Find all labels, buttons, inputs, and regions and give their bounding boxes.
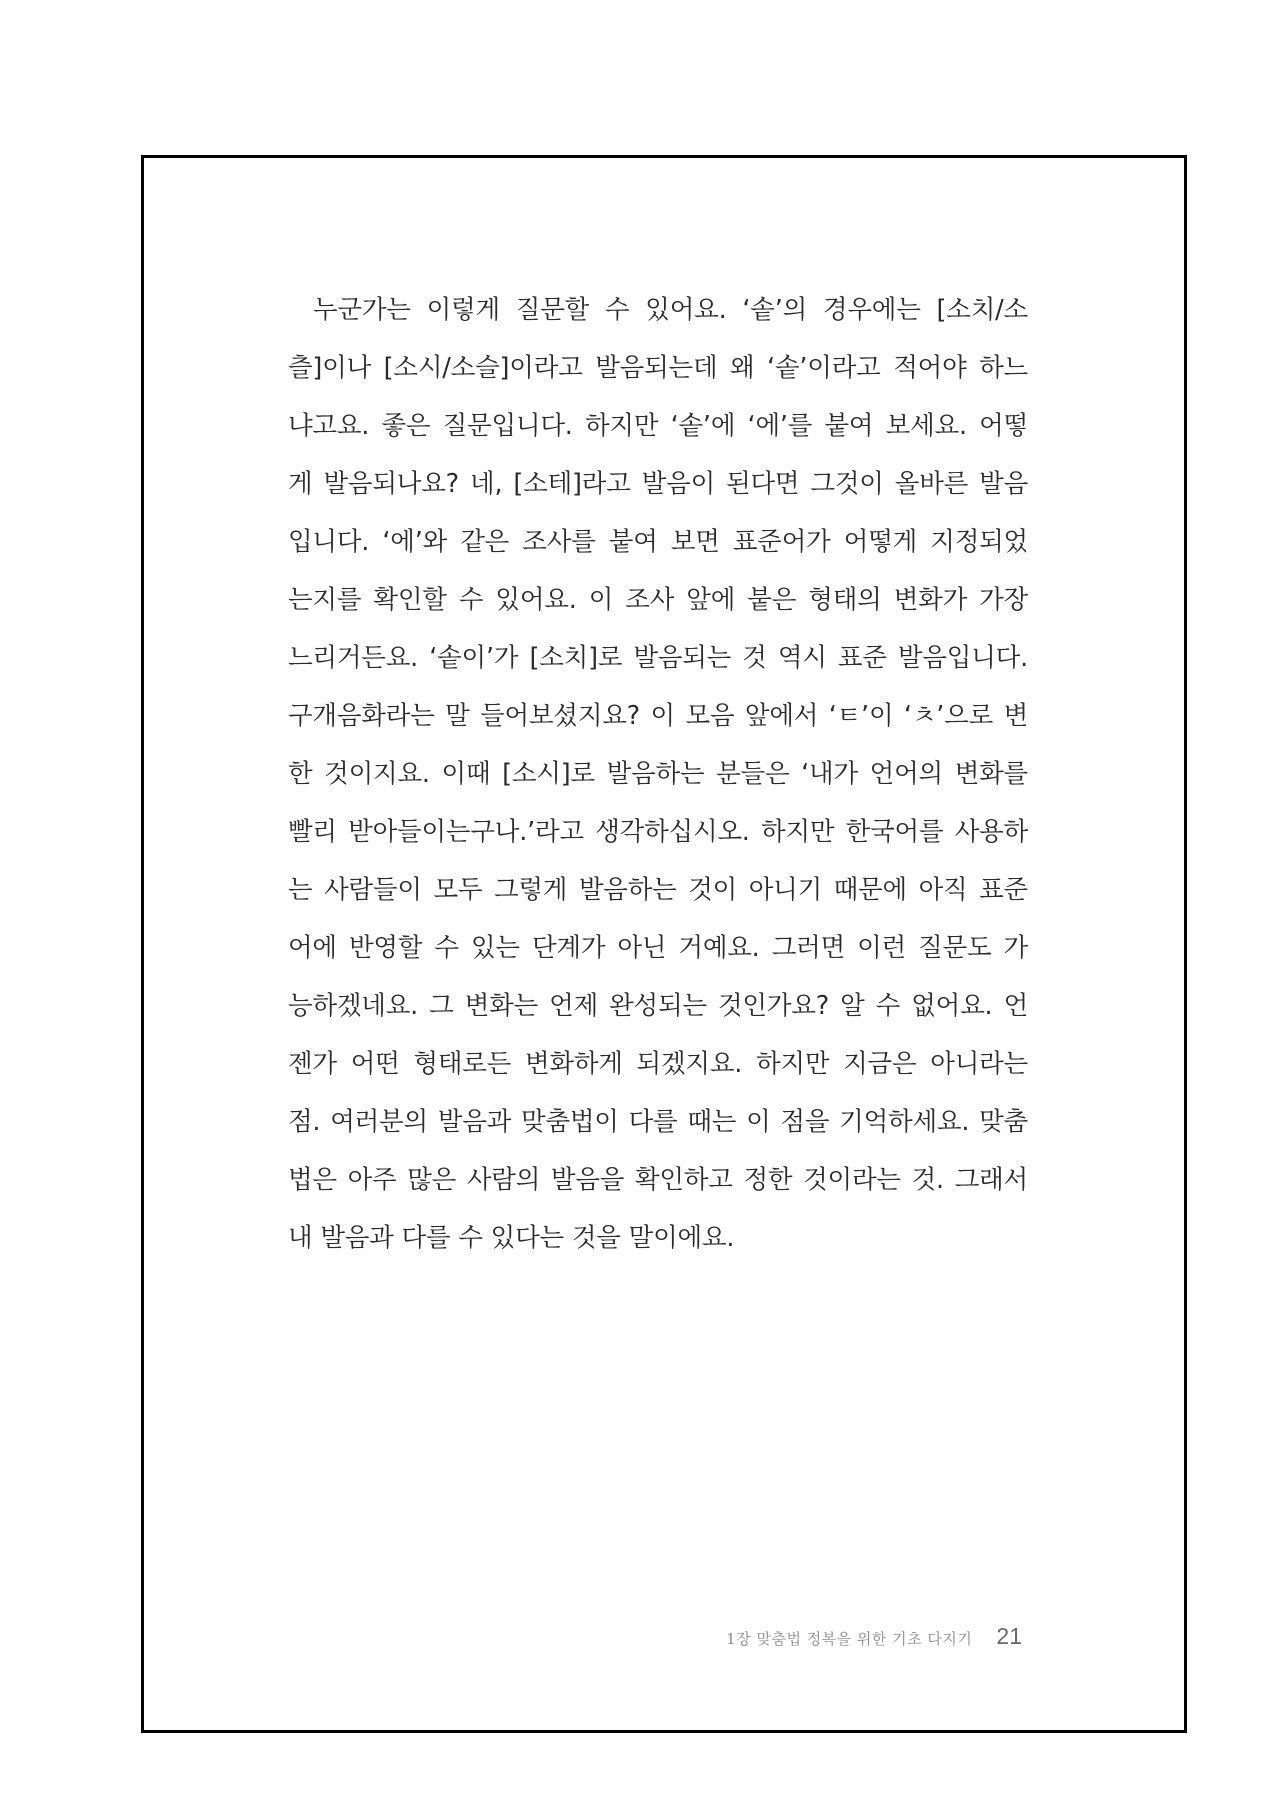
text-line: 누군가는 이렇게 질문할 수 있어요. ‘솥’의 경우에는 [소치/소	[313, 295, 1028, 325]
body-paragraph	[288, 290, 1028, 1276]
running-head: 1장 맞춤법 정복을 위한 기초 다지기	[726, 1630, 973, 1648]
text-line: 는지를 확인할 수 있어요. 이 조사 앞에 붙은 형태의 변화가 가장	[288, 585, 1028, 615]
text-line: 게 발음되나요? 네, [소테]라고 발음이 된다면 그것이 올바른 발음	[288, 469, 1028, 499]
text-line: 빨리 받아들이는구나.’라고 생각하십시오. 하지만 한국어를 사용하	[288, 817, 1028, 847]
text-line: 어에 반영할 수 있는 단계가 아닌 거예요. 그러면 이런 질문도 가	[288, 933, 1028, 963]
text-line: 츨]이나 [소시/소슬]이라고 발음되는데 왜 ‘솥’이라고 적어야 하느	[288, 353, 1028, 383]
page-number: 21	[996, 1623, 1022, 1649]
text-line: 한 것이지요. 이때 [소시]로 발음하는 분들은 ‘내가 언어의 변화를	[288, 759, 1028, 789]
text-line: 구개음화라는 말 들어보셨지요? 이 모음 앞에서 ‘ㅌ’이 ‘ㅊ’으로 변	[288, 701, 1028, 731]
text-line: 느리거든요. ‘솥이’가 [소치]로 발음되는 것 역시 표준 발음입니다.	[288, 643, 1028, 673]
page-footer	[726, 1623, 1022, 1650]
text-line: 젠가 어떤 형태로든 변화하게 되겠지요. 하지만 지금은 아니라는	[288, 1049, 1028, 1079]
text-line: 능하겠네요. 그 변화는 언제 완성되는 것인가요? 알 수 없어요. 언	[288, 991, 1028, 1021]
text-line: 점. 여러분의 발음과 맞춤법이 다를 때는 이 점을 기억하세요. 맞춤	[288, 1107, 1028, 1137]
text-line: 내 발음과 다를 수 있다는 것을 말이에요.	[288, 1223, 735, 1253]
page-frame	[141, 155, 1187, 1733]
text-line: 입니다. ‘에’와 같은 조사를 붙여 보면 표준어가 어떻게 지정되었	[288, 527, 1028, 557]
text-line: 는 사람들이 모두 그렇게 발음하는 것이 아니기 때문에 아직 표준	[288, 875, 1028, 905]
text-line: 냐고요. 좋은 질문입니다. 하지만 ‘솥’에 ‘에’를 붙여 보세요. 어떻	[288, 411, 1028, 441]
text-line: 법은 아주 많은 사람의 발음을 확인하고 정한 것이라는 것. 그래서	[288, 1165, 1028, 1195]
